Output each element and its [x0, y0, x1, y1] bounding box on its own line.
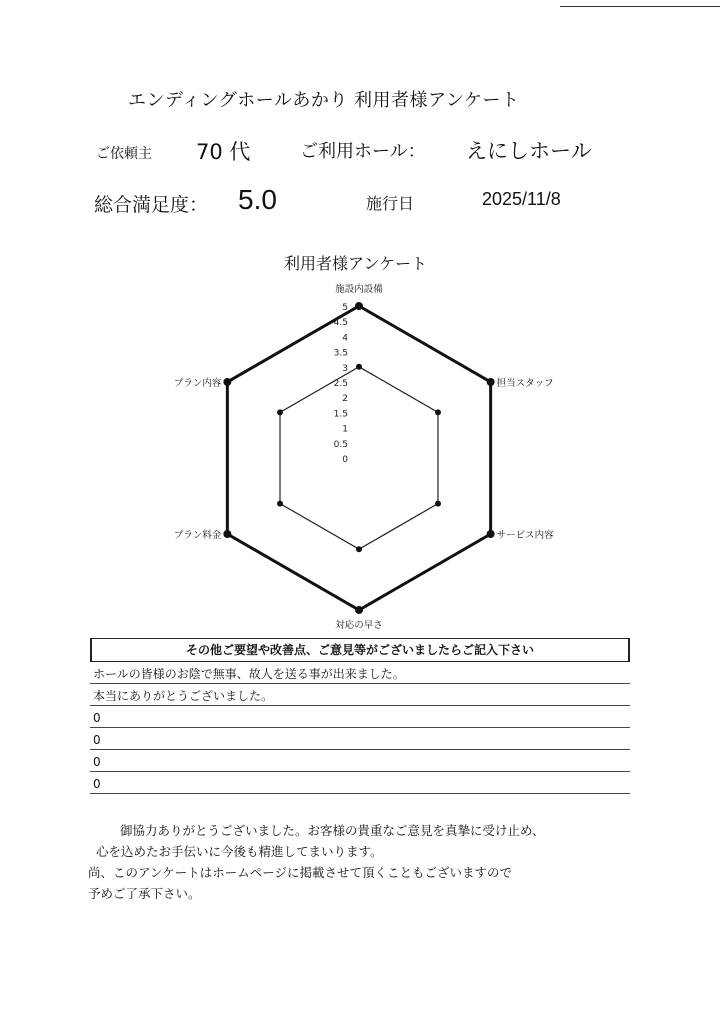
axis-label: サービス内容: [496, 530, 554, 541]
hall-name: えにしホール: [466, 139, 592, 163]
reference-point: [356, 364, 362, 370]
comments-heading: その他ご要望や改善点、ご意見等がございましたらご記入下さい: [90, 638, 630, 662]
reference-point: [435, 501, 441, 507]
data-point: [223, 378, 231, 386]
reference-point: [277, 501, 283, 507]
data-point: [223, 530, 231, 538]
axis-label: 担当スタッフ: [496, 378, 554, 389]
tick-label: 2.5: [333, 379, 348, 389]
closing-line-3: 尚、このアンケートはホームページに掲載させて頂くこともございますので: [88, 865, 513, 880]
client-age: 70 代: [196, 140, 251, 164]
comment-line: 0: [90, 728, 630, 750]
data-point: [487, 378, 495, 386]
tick-label: 3: [342, 363, 348, 374]
closing-line-4: 予めご了承下さい。: [88, 886, 201, 901]
axis-label: プラン内容: [173, 378, 222, 389]
comment-line: 本当にありがとうございました。: [90, 684, 630, 706]
data-point: [355, 606, 363, 614]
comments-section: [90, 638, 630, 794]
hall-label: ご利用ホール：: [300, 141, 426, 162]
comment-line: 0: [90, 750, 630, 772]
tick-label: 4.5: [333, 318, 348, 329]
tick-label: 0.5: [333, 439, 348, 450]
tick-label: 2: [342, 394, 348, 405]
closing-line-1: 御協力ありがとうございました。お客様の貴重なご意見を真摯に受け止め、: [120, 823, 545, 838]
axis-label: 対応の早さ: [335, 620, 383, 631]
reference-point: [277, 409, 283, 415]
tick-label: 3.5: [333, 348, 348, 359]
comment-line: 0: [90, 772, 630, 794]
comment-line: ホールの皆様のお陰で無事、故人を送る事が出来ました。: [90, 662, 630, 684]
comment-line: 0: [90, 706, 630, 728]
tick-label: 1.5: [333, 409, 348, 420]
axis-label: 施設内設備: [335, 284, 383, 295]
satisfaction-label: 総合満足度：: [94, 194, 209, 216]
tick-label: 4: [342, 333, 348, 344]
satisfaction-value: 5.0: [238, 184, 277, 215]
reference-polygon: [280, 367, 438, 549]
client-label: ご依頼主: [96, 146, 152, 162]
date-value: 2025/11/8: [482, 189, 561, 209]
chart-title: 利用者様アンケート: [284, 254, 428, 273]
page-title: エンディングホールあかり 利用者様アンケート: [128, 90, 520, 111]
axis-label: プラン料金: [173, 530, 222, 541]
closing-message: [88, 820, 545, 904]
reference-point: [356, 546, 362, 552]
data-point: [487, 530, 495, 538]
reference-point: [435, 409, 441, 415]
tick-label: 5: [342, 303, 348, 313]
series-polygon: [227, 306, 490, 610]
date-label: 施行日: [366, 194, 415, 213]
tick-label: 1: [342, 424, 348, 435]
closing-line-2: 心を込めたお手伝いに今後も精進してまいります。: [96, 844, 383, 859]
tick-label: 0: [342, 455, 348, 465]
data-point: [355, 302, 363, 310]
